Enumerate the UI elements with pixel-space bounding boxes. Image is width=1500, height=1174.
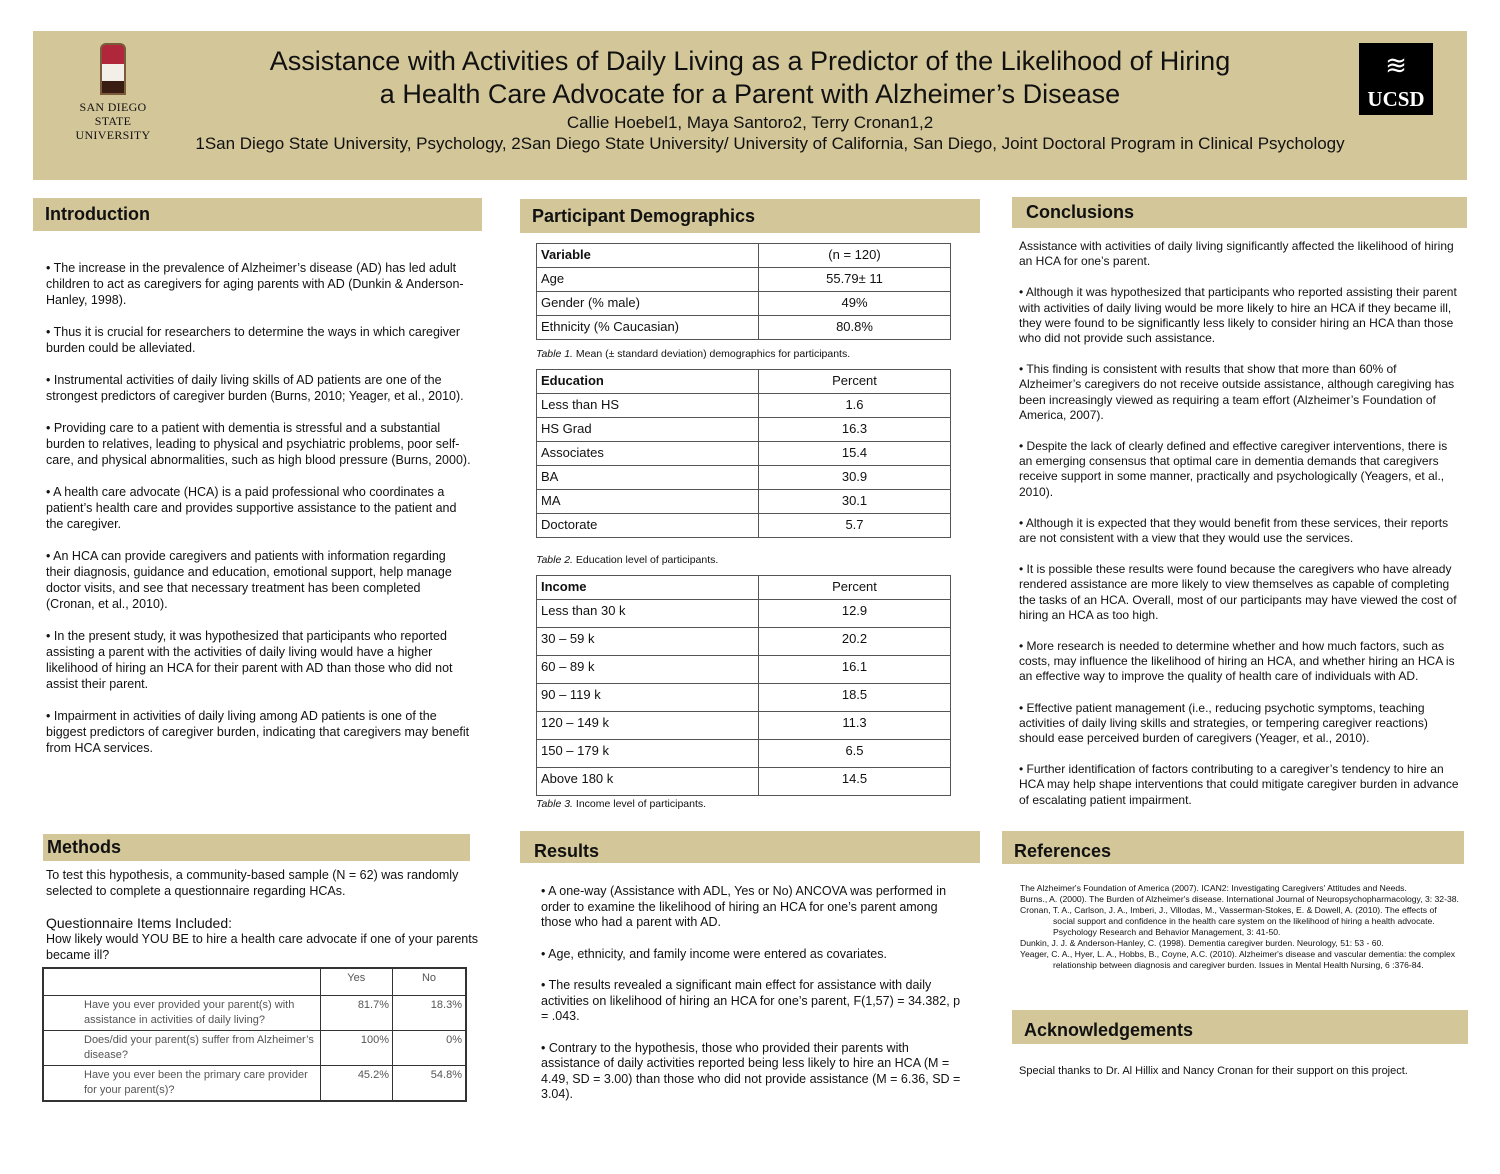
table-row [537,656,951,684]
header-cell: Percent [759,576,951,600]
table-cell: Ethnicity (% Caucasian) [537,316,759,340]
table-cell: 150 – 179 k [537,740,759,768]
table-cell: Have you ever provided your parent(s) with assistance in activities of daily living? [43,995,320,1030]
methods-question: How likely would YOU BE to hire a health care advocate if one of your parents became ill? [46,932,478,962]
table-row [537,442,951,466]
header-cell: Education [537,370,759,394]
table-cell: 60 – 89 k [537,656,759,684]
table1-caption [536,348,850,360]
table-header-row [537,370,951,394]
methods-subheading: Questionnaire Items Included: [46,915,232,931]
table-row [537,316,951,340]
questionnaire-table [42,967,467,1102]
table2-caption [536,554,718,566]
caption-label: Table 2. [536,554,573,566]
ucsd-logo-text: UCSD [1367,87,1425,111]
title-line-2: a Health Care Advocate for a Parent with Alzheimer’s Disease [379,79,1121,109]
header-cell: Variable [537,244,759,268]
caption-text: Mean (± standard deviation) demographics for participants. [572,348,851,360]
table-row [537,684,951,712]
conclusions-body [1019,239,1459,824]
results-bullet: • The results revealed a significant main effect for assistance with daily activities on likelihood of hiring an HCA for one’s parent, F(1,57) = 34.382, p = .043. [541,978,961,1023]
table-cell: 12.9 [759,600,951,628]
methods-body [46,867,486,963]
table-row [537,490,951,514]
table-cell: 80.8% [759,316,951,340]
results-bullet: • A one-way (Assistance with ADL, Yes or No) ANCOVA was performed in order to examine the likelihood of hiring an HCA for one’s parent among those who had a parent with AD. [541,884,947,929]
table-row [537,600,951,628]
table-cell: Gender (% male) [537,292,759,316]
table-row [537,292,951,316]
table-cell: 5.7 [759,514,951,538]
conclusion-paragraph: • Although it was hypothesized that participants who reported assisting their parent with activities of daily living would be more likely to hire an HCA if they became ill, they were found to be significantly less likely to consider hiring an HCA than those who did not provide such assistance. [1019,285,1457,346]
table-row [43,1030,466,1065]
title-line-1: Assistance with Activities of Daily Living as a Predictor of the Likelihood of Hiring [269,46,1231,76]
table-cell: 18.5 [759,684,951,712]
table-row [537,628,951,656]
acknowledgements-heading: Acknowledgements [1012,1010,1468,1044]
table-row [537,268,951,292]
table-header-row [537,244,951,268]
conclusion-paragraph: • Further identification of factors contributing to a caregiver’s tendency to hire an HCA may help shape interventions that could mitigate caregiver burden in advance of escalating patient impairment. [1019,762,1459,807]
results-bullet: • Age, ethnicity, and family income were entered as covariates. [541,946,887,961]
header-cell: No [393,968,466,995]
conclusion-paragraph: • Despite the lack of clearly defined and effective caregiver interventions, there is an emerging consensus that optimal care in dementia demands that caregivers receive support in some manner, practically and psychologically (Yeagers, et al., 2010). [1019,439,1448,499]
table-row [43,995,466,1030]
conclusions-heading: Conclusions [1012,197,1467,228]
reference-item: Cronan, T. A., Carlson, J. A., Imberi, J., Villodas, M., Vasserman-Stokes, E. & Dowell, A. (2010). The effects of social support and confidence in the health care system on the likelihood of hiring a health advocate. Psychology Research and Behavior Management, 3: 41-50. [1020,905,1437,937]
table-row [537,712,951,740]
table-row [537,418,951,442]
table-row [43,1065,466,1101]
caption-text: Education level of participants. [572,554,719,566]
intro-bullet: • A health care advocate (HCA) is a paid professional who coordinates a patient’s health care and provides supportive assistance to the patient and the caregiver. [46,485,457,531]
intro-bullet: • An HCA can provide caregivers and patients with information regarding their diagnosis, guidance and education, emotional support, help manage doctor visits, and see that necessary treatment has been completed (Cronan, et al., 2010). [46,549,452,611]
methods-text: To test this hypothesis, a community-based sample (N = 62) was randomly selected to complete a questionnaire regarding HCAs. [46,868,459,898]
intro-bullet: • Impairment in activities of daily living among AD patients is one of the biggest predictors of caregiver burden, indicating that caregivers may benefit from HCA services. [46,709,470,755]
intro-bullet: • The increase in the prevalence of Alzheimer’s disease (AD) has led adult children to act as caregivers for aging parents with AD (Dunkin & Anderson-Hanley, 1998). [46,261,464,307]
table-cell: 18.3% [393,995,466,1030]
table-cell: 49% [759,292,951,316]
table-cell: Age [537,268,759,292]
caption-label: Table 3. [536,798,573,810]
table-cell: Associates [537,442,759,466]
authors: Callie Hoebel1, Maya Santoro2, Terry Cronan1,2 [566,113,934,132]
table-cell: Does/did your parent(s) suffer from Alzheimer’s disease? [43,1030,320,1065]
education-table [536,369,951,538]
introduction-body [46,260,471,772]
table-cell: 100% [320,1030,393,1065]
poster-title [233,45,1267,111]
conclusion-paragraph: • Although it is expected that they would benefit from these services, their reports are not consistent with a view that they would use the services. [1019,515,1449,546]
acknowledgements-text: Special thanks to Dr. Al Hillix and Nancy Cronan for their support on this project. [1019,1065,1408,1077]
table-cell: 20.2 [759,628,951,656]
table-cell: 90 – 119 k [537,684,759,712]
table-cell: 11.3 [759,712,951,740]
table-cell: 30.1 [759,490,951,514]
header-cell [43,968,320,995]
table-cell: Less than 30 k [537,600,759,628]
intro-bullet: • Thus it is crucial for researchers to determine the ways in which caregiver burden could be alleviated. [46,325,461,355]
table-cell: Have you ever been the primary care provider for your parent(s)? [43,1065,320,1101]
table-cell: Above 180 k [537,768,759,796]
table-header-row [43,968,466,995]
table-cell: 54.8% [393,1065,466,1101]
header-cell: Yes [320,968,393,995]
table-cell: 45.2% [320,1065,393,1101]
table-cell: BA [537,466,759,490]
table-row [537,768,951,796]
table-row [537,740,951,768]
poster-header [33,31,1467,180]
caption-label: Table 1. [536,348,573,360]
references-heading: References [1002,831,1464,864]
table-cell: 81.7% [320,995,393,1030]
conclusion-paragraph: • More research is needed to determine whether and how much factors, such as costs, may influence the likelihood of hiring an HCA, and whether hiring an HCA is an effective way to improve the quality of health care of individuals with AD. [1019,639,1455,684]
table3-caption [536,798,706,810]
table-cell: Doctorate [537,514,759,538]
demographics-heading: Participant Demographics [520,199,980,233]
intro-bullet: • Instrumental activities of daily living skills of AD patients are one of the strongest predictors of caregiver burden (Burns, 2010; Yeager, et al., 2010). [46,373,464,403]
sdsu-tower-icon [100,43,126,95]
table-cell: 0% [393,1030,466,1065]
table-cell: Less than HS [537,394,759,418]
reference-item: Burns., A. (2000). The Burden of Alzheimer's disease. International Journal of Neuropsychopharmacology, 3: 32-38. [1020,894,1459,904]
conclusion-paragraph: • This finding is consistent with results that show that more than 60% of Alzheimer’s caregivers do not receive outside assistance, although caregiving has been increasingly viewed as requiring a team effort (Alzheimer’s Foundation of America, 2007). [1019,362,1455,422]
table-cell: MA [537,490,759,514]
table-cell: 120 – 149 k [537,712,759,740]
header-cell: Income [537,576,759,600]
conclusion-paragraph: • Effective patient management (i.e., reducing psychotic symptoms, teaching activities of daily living skills and strategies, or tempering caregiver reactions) should ease perceived burden of caregivers (Yeager, et al., 2010). [1019,700,1428,746]
table-cell: 16.1 [759,656,951,684]
ucsd-logo [1359,43,1433,115]
table-row [537,394,951,418]
income-table [536,575,951,796]
intro-bullet: • Providing care to a patient with dementia is stressful and a substantial burden to relatives, leading to physical and psychiatric problems, poor self-care, and physical abnormalities, such as high blood pressure (Burns, 2000). [46,421,471,467]
table-cell: 16.3 [759,418,951,442]
table-row [537,514,951,538]
results-heading: Results [520,831,980,863]
header-cell: (n = 120) [759,244,951,268]
table-cell: 15.4 [759,442,951,466]
intro-bullet: • In the present study, it was hypothesized that participants who reported assisting a parent with the activities of daily living would have a higher likelihood of hiring an HCA for their parent with AD than those who did not assist their parent. [46,629,453,691]
table-cell: 30 – 59 k [537,628,759,656]
references-list [1020,883,1460,971]
table-cell: HS Grad [537,418,759,442]
sdsu-logo-text: SAN DIEGO STATE UNIVERSITY [75,100,151,142]
reference-item: Yeager, C. A., Hyer, L. A., Hobbs, B., Coyne, A.C. (2010). Alzheimer's disease and vascular dementia: the complex relationship between diagnosis and caregiver burden. Issues in Mental Health Nursing, 6 :376-84. [1020,949,1456,970]
table-row [537,466,951,490]
results-bullet: • Contrary to the hypothesis, those who provided their parents with assistance of daily activities reported being less likely to hire an HCA (M = 4.49, SD = 3.00) than those who did not provide assistance (M = 6.36, SD = 3.04). [541,1040,961,1101]
methods-heading: Methods [43,834,470,861]
table-cell: 6.5 [759,740,951,768]
table-header-row [537,576,951,600]
table-cell: 30.9 [759,466,951,490]
results-body [541,884,966,1119]
reference-item: Dunkin, J. J. & Anderson-Hanley, C. (1998). Dementia caregiver burden. Neurology, 51: 53 - 60. [1020,938,1384,948]
conclusion-paragraph: • It is possible these results were found because the caregivers who have already rendered assistance are more likely to view themselves as capable of completing the tasks of an HCA. Overall, most of our participants may have viewed the cost of hiring an HCA as too high. [1019,562,1457,622]
conclusion-paragraph: Assistance with activities of daily living significantly affected the likelihood of hiring an HCA for one’s parent. [1019,239,1454,269]
reference-item: The Alzheimer's Foundation of America (2007). ICAN2: Investigating Caregivers' Attitudes and Needs. [1020,883,1407,893]
affiliations: 1San Diego State University, Psychology, 2San Diego State University/ University of California, San Diego, Joint Doctoral Program in Clinical Psychology [195,134,1345,153]
header-cell: Percent [759,370,951,394]
table-cell: 1.6 [759,394,951,418]
demographics-table [536,243,951,340]
table-cell: 14.5 [759,768,951,796]
ucsd-wave-icon: ≋ [1385,50,1407,80]
table-cell: 55.79± 11 [759,268,951,292]
caption-text: Income level of participants. [572,798,707,810]
introduction-heading: Introduction [33,198,482,231]
